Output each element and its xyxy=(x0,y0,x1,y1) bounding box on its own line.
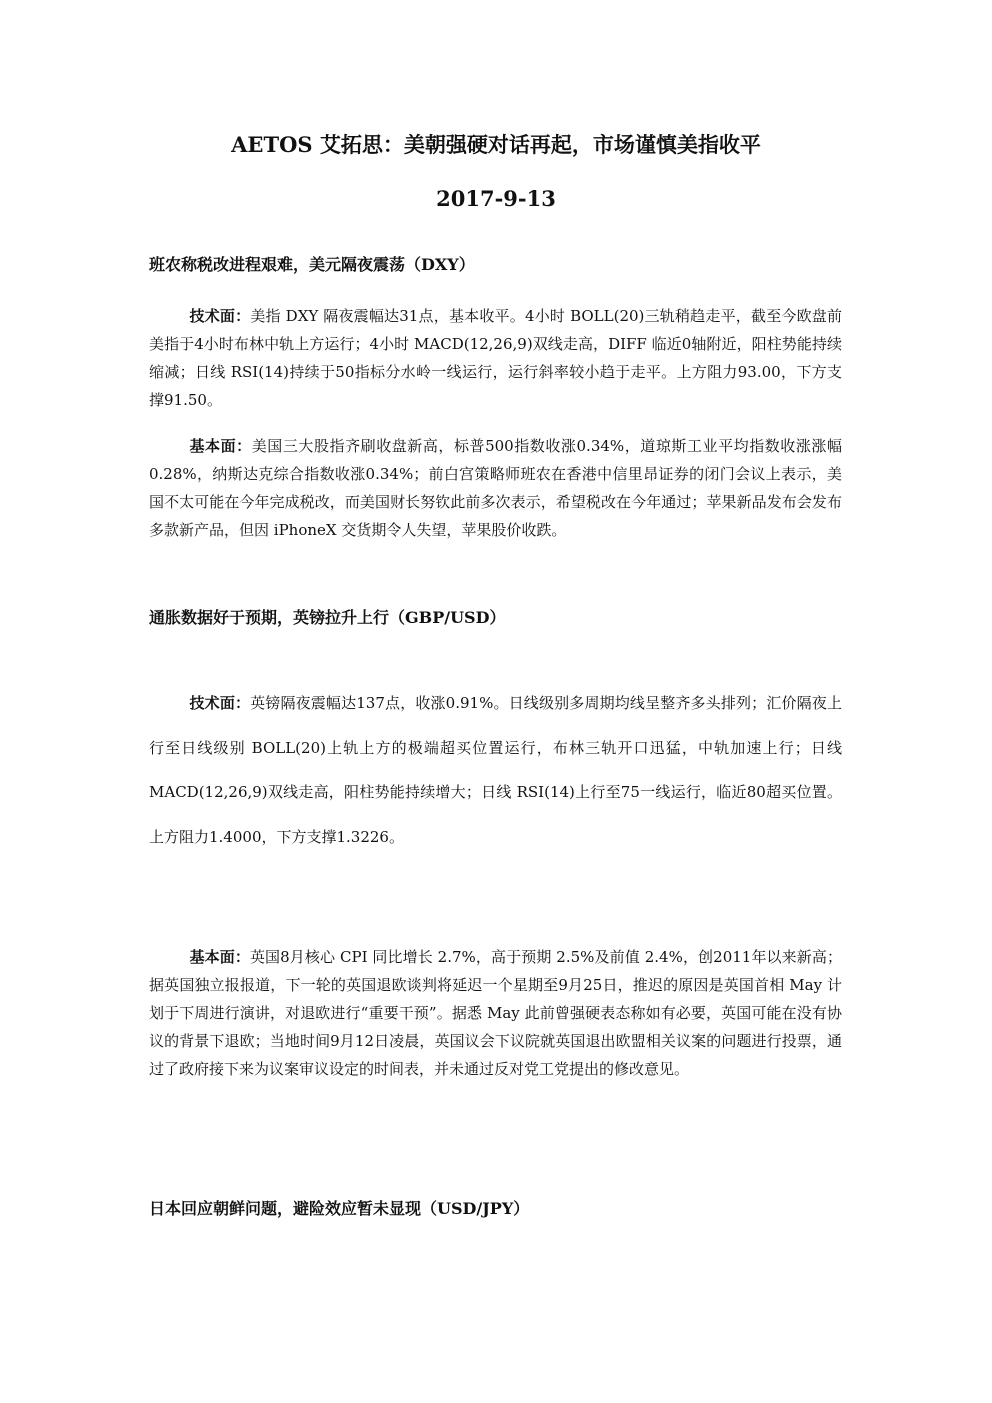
section-heading-gbpusd: 通胀数据好于预期，英镑拉升上行（GBP/USD） xyxy=(149,608,506,627)
paragraph-gbpusd-technical xyxy=(149,681,842,859)
document-title: AETOS 艾拓思：美朝强硬对话再起，市场谨慎美指收平 xyxy=(231,132,761,157)
label-technical: 技术面： xyxy=(189,694,251,712)
label-fundamental: 基本面： xyxy=(189,437,252,455)
text-dxy-technical: 美指 DXY 隔夜震幅达31点，基本收平。4小时 BOLL(20)三轨稍趋走平，截至今欧盘前美指于4小时布林中轨上方运行；4小时 MACD(12,26,9)双线走高，DIFF 临近0轴附近，阳柱势能持续缩减；日线 RSI(14)持续于50指标分水岭一线运行，运行斜率较小趋于走平。上方阻力93.00，下方支撑91.50。 xyxy=(149,307,842,409)
label-technical: 技术面： xyxy=(189,307,251,325)
text-dxy-fundamental: 美国三大股指齐刷收盘新高，标普500指数收涨0.34%，道琼斯工业平均指数收涨涨幅0.28%，纳斯达克综合指数收涨0.34%；前白宫策略师班农在香港中信里昂证券的闭门会议上表示，美国不太可能在今年完成税改，而美国财长努钦此前多次表示，希望税改在今年通过；苹果新品发布会发布多款新产品，但因 iPhoneX 交货期令人失望，苹果股价收跌。 xyxy=(149,437,842,539)
text-gbpusd-technical: 英镑隔夜震幅达137点，收涨0.91%。日线级别多周期均线呈整齐多头排列；汇价隔夜上行至日线级别 BOLL(20)上轨上方的极端超买位置运行，布林三轨开口迅猛，中轨加速上行；日线 MACD(12,26,9)双线走高，阳柱势能持续增大；日线 RSI(14)上行至75一线运行，临近80超买位置。上方阻力1.4000，下方支撑1.3226。 xyxy=(149,694,842,846)
paragraph-dxy-technical xyxy=(149,302,842,414)
document-date: 2017-9-13 xyxy=(436,186,556,211)
text-gbpusd-fundamental: 英国8月核心 CPI 同比增长 2.7%，高于预期 2.5%及前值 2.4%，创2011年以来新高；据英国独立报报道，下一轮的英国退欧谈判将延迟一个星期至9月25日，推迟的原因是英国首相 May 计划于下周进行演讲，对退欧进行“重要干预”。据悉 May 此前曾强硬表态称如有必要，英国可能在没有协议的背景下退欧；当地时间9月12日凌晨，英国议会下议院就英国退出欧盟相关议案的问题进行投票，通过了政府接下来为议案审议设定的时间表，并未通过反对党工党提出的修改意见。 xyxy=(149,948,842,1078)
paragraph-gbpusd-fundamental xyxy=(149,943,842,1083)
label-fundamental: 基本面： xyxy=(189,948,250,966)
section-heading-usdjpy: 日本回应朝鲜问题，避险效应暂未显现（USD/JPY） xyxy=(149,1199,530,1218)
paragraph-dxy-fundamental xyxy=(149,432,842,544)
section-heading-dxy: 班农称税改进程艰难，美元隔夜震荡（DXY） xyxy=(149,255,475,274)
